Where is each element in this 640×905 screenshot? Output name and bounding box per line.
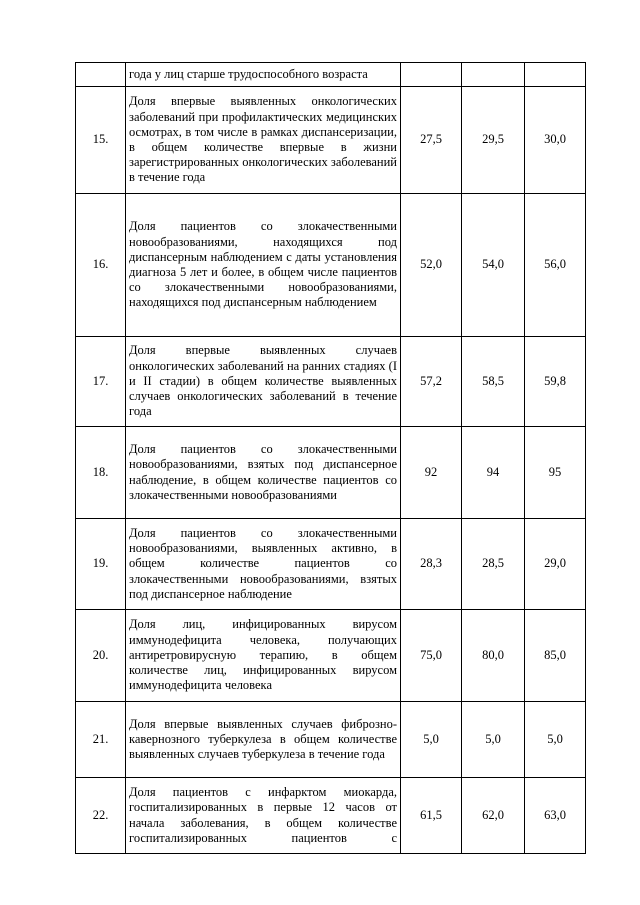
table-row <box>76 63 586 87</box>
indicator-description: Доля пациентов со злокачественными новообразованиями, находящихся под диспансерным наблюдением с даты установления диагноза 5 лет и более, в общем числе пациентов со злокачественными новообразованиями, находящихся под диспансерным наблюдением <box>126 194 401 337</box>
value-year-3: 59,8 <box>525 337 586 427</box>
table-row <box>76 519 586 610</box>
value-year-2: 62,0 <box>462 778 525 854</box>
value-year-2: 5,0 <box>462 702 525 778</box>
row-number: 21. <box>76 702 126 778</box>
value-year-1: 92 <box>401 427 462 519</box>
table-row <box>76 194 586 337</box>
indicator-description: Доля впервые выявленных случаев фиброзно-кавернозного туберкулеза в общем количестве выявленных случаев туберкулеза в течение года <box>126 702 401 778</box>
value-year-1: 61,5 <box>401 778 462 854</box>
table-row <box>76 778 586 854</box>
value-year-1 <box>401 63 462 87</box>
table-row <box>76 610 586 702</box>
indicator-description: Доля впервые выявленных случаев онкологических заболеваний на ранних стадиях (I и II стадии) в общем количестве выявленных случаев онкологических заболеваний в течение года <box>126 337 401 427</box>
value-year-1: 57,2 <box>401 337 462 427</box>
value-year-2: 94 <box>462 427 525 519</box>
value-year-3: 29,0 <box>525 519 586 610</box>
indicator-description: Доля пациентов со злокачественными новообразованиями, выявленных активно, в общем количестве пациентов со злокачественными новообразованиями, взятых под диспансерное наблюдение <box>126 519 401 610</box>
indicator-description: Доля лиц, инфицированных вирусом иммунодефицита человека, получающих антиретровирусную терапию, в общем количестве лиц, инфицированных вирусом иммунодефицита человека <box>126 610 401 702</box>
table-row <box>76 427 586 519</box>
value-year-1: 28,3 <box>401 519 462 610</box>
value-year-2 <box>462 63 525 87</box>
value-year-1: 27,5 <box>401 87 462 194</box>
value-year-3: 5,0 <box>525 702 586 778</box>
value-year-3: 30,0 <box>525 87 586 194</box>
indicator-description: Доля впервые выявленных онкологических заболеваний при профилактических медицинских осмотрах, в том числе в рамках диспансеризации, в общем количестве впервые в жизни зарегистрированных онкологических заболеваний в течение года <box>126 87 401 194</box>
table-row <box>76 702 586 778</box>
indicator-description: Доля пациентов с инфарктом миокарда, госпитализированных в первые 12 часов от начала заболевания, в общем количестве госпитализированных пациентов с <box>126 778 401 854</box>
value-year-3: 95 <box>525 427 586 519</box>
row-number: 19. <box>76 519 126 610</box>
value-year-1: 75,0 <box>401 610 462 702</box>
row-number: 22. <box>76 778 126 854</box>
table-row <box>76 87 586 194</box>
value-year-2: 58,5 <box>462 337 525 427</box>
value-year-3: 63,0 <box>525 778 586 854</box>
indicator-description: Доля пациентов со злокачественными новообразованиями, взятых под диспансерное наблюдение, в общем количестве пациентов со злокачественными новообразованиями <box>126 427 401 519</box>
value-year-2: 28,5 <box>462 519 525 610</box>
row-number: 18. <box>76 427 126 519</box>
value-year-2: 80,0 <box>462 610 525 702</box>
value-year-2: 54,0 <box>462 194 525 337</box>
value-year-1: 5,0 <box>401 702 462 778</box>
row-number <box>76 63 126 87</box>
value-year-3: 56,0 <box>525 194 586 337</box>
value-year-3 <box>525 63 586 87</box>
indicators-table <box>75 62 586 854</box>
table-row <box>76 337 586 427</box>
value-year-1: 52,0 <box>401 194 462 337</box>
value-year-2: 29,5 <box>462 87 525 194</box>
row-number: 17. <box>76 337 126 427</box>
row-number: 15. <box>76 87 126 194</box>
row-number: 16. <box>76 194 126 337</box>
value-year-3: 85,0 <box>525 610 586 702</box>
row-number: 20. <box>76 610 126 702</box>
indicator-description: года у лиц старше трудоспособного возраста <box>126 63 401 87</box>
